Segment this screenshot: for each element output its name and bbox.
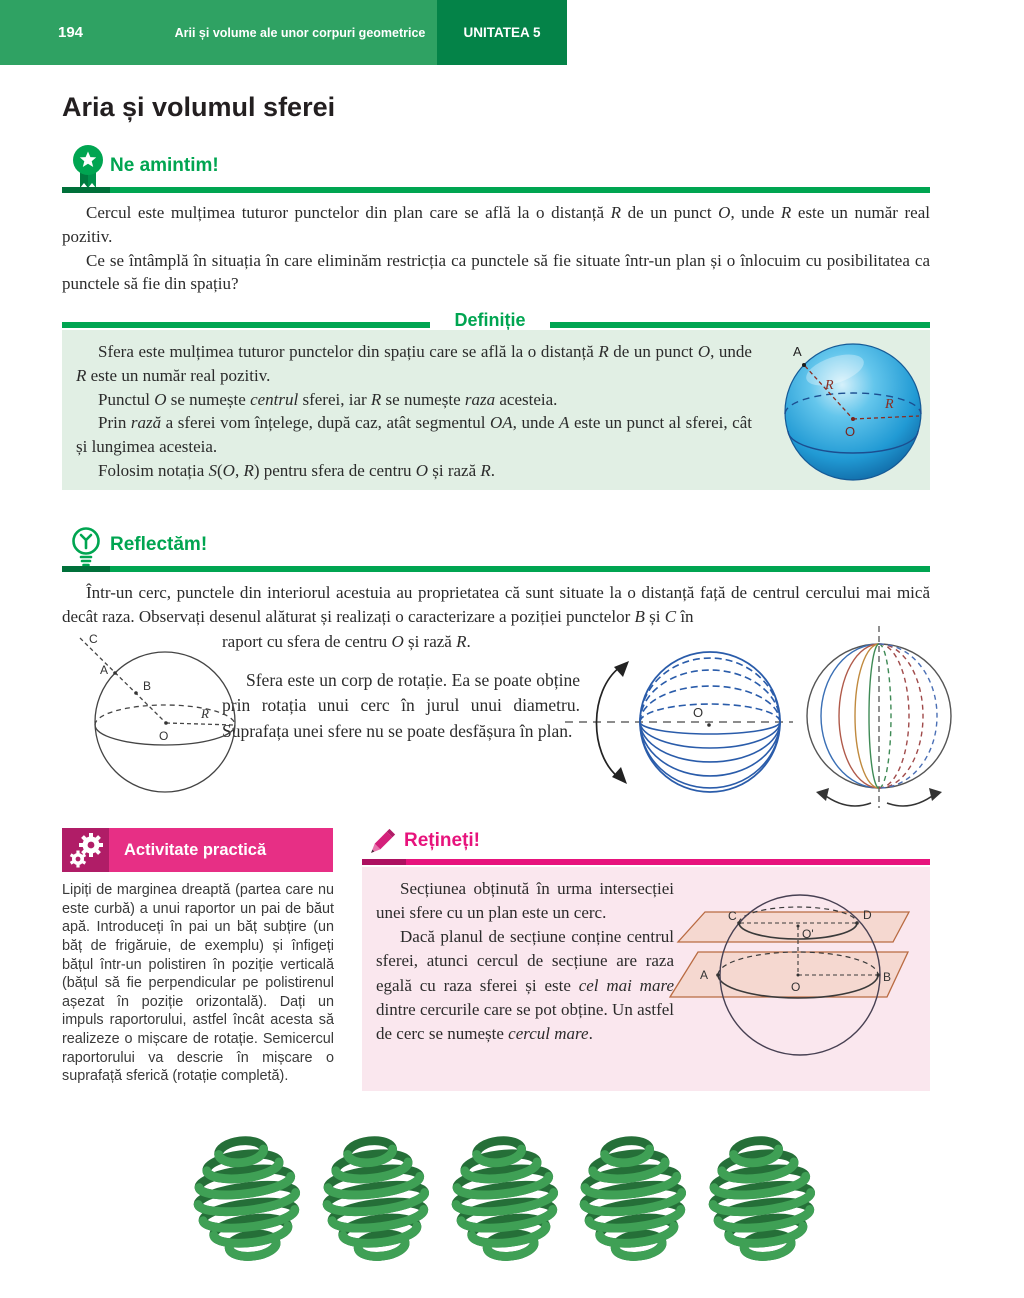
center-label: O <box>845 424 856 439</box>
chapter-title: Arii și volume ale unor corpuri geometrice <box>174 25 426 40</box>
definition-text <box>76 340 752 483</box>
center-label: O <box>693 705 704 720</box>
center-label: O' <box>802 927 814 941</box>
section-label-retineti: Rețineți! <box>404 830 480 851</box>
paragraph: Cercul este mulțimea tuturor punctelor din plan care se află la o distanță R de un punct O, unde R este un număr real pozitiv. <box>62 203 930 246</box>
page-number: 194 <box>58 24 84 41</box>
radius-label: R <box>885 397 894 412</box>
pencil-icon <box>362 824 400 862</box>
paragraph: Lipiți de marginea dreaptă (partea care nu este curbă) a unui raportor un pai de băut apă. Introduceți în pai un băț subțire (un băț de frigăruie, de exemplu) și înfigeți bățul într-un polistiren în poziție verticală (bățul să fie perpendicular pe polistirenul așezat în poziție orizontală). Dați un impuls raportorului, astfel încât acesta să realizeze o mișcare de rotație. Semicercul raportorului va descrie în mișcare o suprafață sferică (rotație completă). <box>62 882 334 1085</box>
paragraph: Ce se întâmplă în situația în care eliminăm restricția ca punctele să fie situate într-un plan și o înlocuim cu posibilitatea ca punctele să fie din spațiu? <box>62 250 930 294</box>
point-label: A <box>793 344 802 359</box>
spiral-sphere-icon <box>708 1136 816 1263</box>
page-title: Aria și volumul sferei <box>62 92 336 122</box>
spiral-sphere-icon <box>451 1136 559 1263</box>
paragraph: Folosim notația S(O, R) pentru sfera de centru O și rază R. <box>98 460 496 480</box>
activity-label: Activitate practică <box>124 840 267 859</box>
section-rule <box>62 187 930 193</box>
definition-rule-left <box>62 322 430 328</box>
spiral-sphere-icon <box>322 1136 430 1263</box>
activity-header <box>62 828 333 872</box>
paragraph: Sfera este mulțimea tuturor punctelor din spațiu care se află la o distanță R de un punct O, unde R este un număr real pozitiv. <box>76 342 752 385</box>
point-label: C <box>89 632 98 646</box>
meridians-sphere-figure <box>793 624 965 816</box>
section-rule <box>362 859 930 865</box>
activity-body <box>62 881 334 1086</box>
unit-tab <box>437 0 567 65</box>
rotation-paragraph <box>222 668 580 744</box>
definition-label: Definiție <box>454 310 526 330</box>
point-label: C <box>728 909 737 923</box>
paragraph: Într-un cerc, punctele din interiorul acestuia au proprietatea că sunt situate la o distanță față de centrul cercului mai mică decât raza. Observați desenul alăturat și realizați o caracterizare a poziției punctelor B și C în <box>62 583 930 626</box>
section-label-ne-amintim: Ne amintim! <box>110 155 219 176</box>
gears-icon <box>66 830 106 870</box>
paragraph: Sfera este un corp de rotație. Ea se poate obține prin rotația unui cerc în jurul unui diametru. Suprafața unei sfere nu se poate desfășura în plan. <box>222 670 580 741</box>
radius-label: R <box>825 378 834 393</box>
point-label: D <box>863 908 872 922</box>
spiral-sphere-icon <box>193 1136 301 1263</box>
point-label: A <box>700 968 709 982</box>
point-label: A <box>100 663 109 677</box>
unit-label: UNITATEA 5 <box>463 25 541 40</box>
radius-label: R <box>201 706 209 721</box>
paragraph: Prin rază a sferei vom înțelege, după caz, atât segmentul OA, unde A este un punct al sferei, cât și lungimea acesteia. <box>76 413 752 457</box>
paragraph: Secțiunea obținută în urma intersecției unei sfere cu un plan este un cerc. <box>376 879 674 923</box>
rotation-sphere-figure <box>563 633 795 805</box>
intro-paragraphs <box>62 201 930 296</box>
sphere-points-figure <box>55 630 245 808</box>
decorative-sphere-row <box>193 1136 816 1266</box>
center-label: O <box>159 729 169 743</box>
paragraph: raport cu sfera de centru O și rază R. <box>222 632 471 651</box>
reflect-paragraph <box>62 581 930 629</box>
paragraph: Punctul O se numește centrul sferei, iar R se numește raza acesteia. <box>98 389 558 409</box>
section-rule <box>62 566 930 572</box>
sphere-section-figure <box>660 888 928 1088</box>
ribbon-badge-icon <box>70 144 106 192</box>
activity-icon-square <box>62 828 109 872</box>
point-label: B <box>883 970 892 984</box>
paragraph: Dacă planul de secțiune conține centrul sferei, atunci cercul de secțiune are raza egală cu raza sferei și este cel mai mare dintre cercurile care se pot obține. Un astfel de cerc se numește cercul mare. <box>376 927 674 1043</box>
section-label-reflectam: Reflectăm! <box>110 534 208 555</box>
retineti-text <box>376 877 674 1046</box>
point-label: B <box>143 679 152 693</box>
center-label: O <box>791 980 801 994</box>
spiral-sphere-icon <box>579 1136 687 1263</box>
glossy-sphere-figure <box>773 336 933 484</box>
lightbulb-icon <box>68 526 104 570</box>
definition-rule-right <box>550 322 930 328</box>
